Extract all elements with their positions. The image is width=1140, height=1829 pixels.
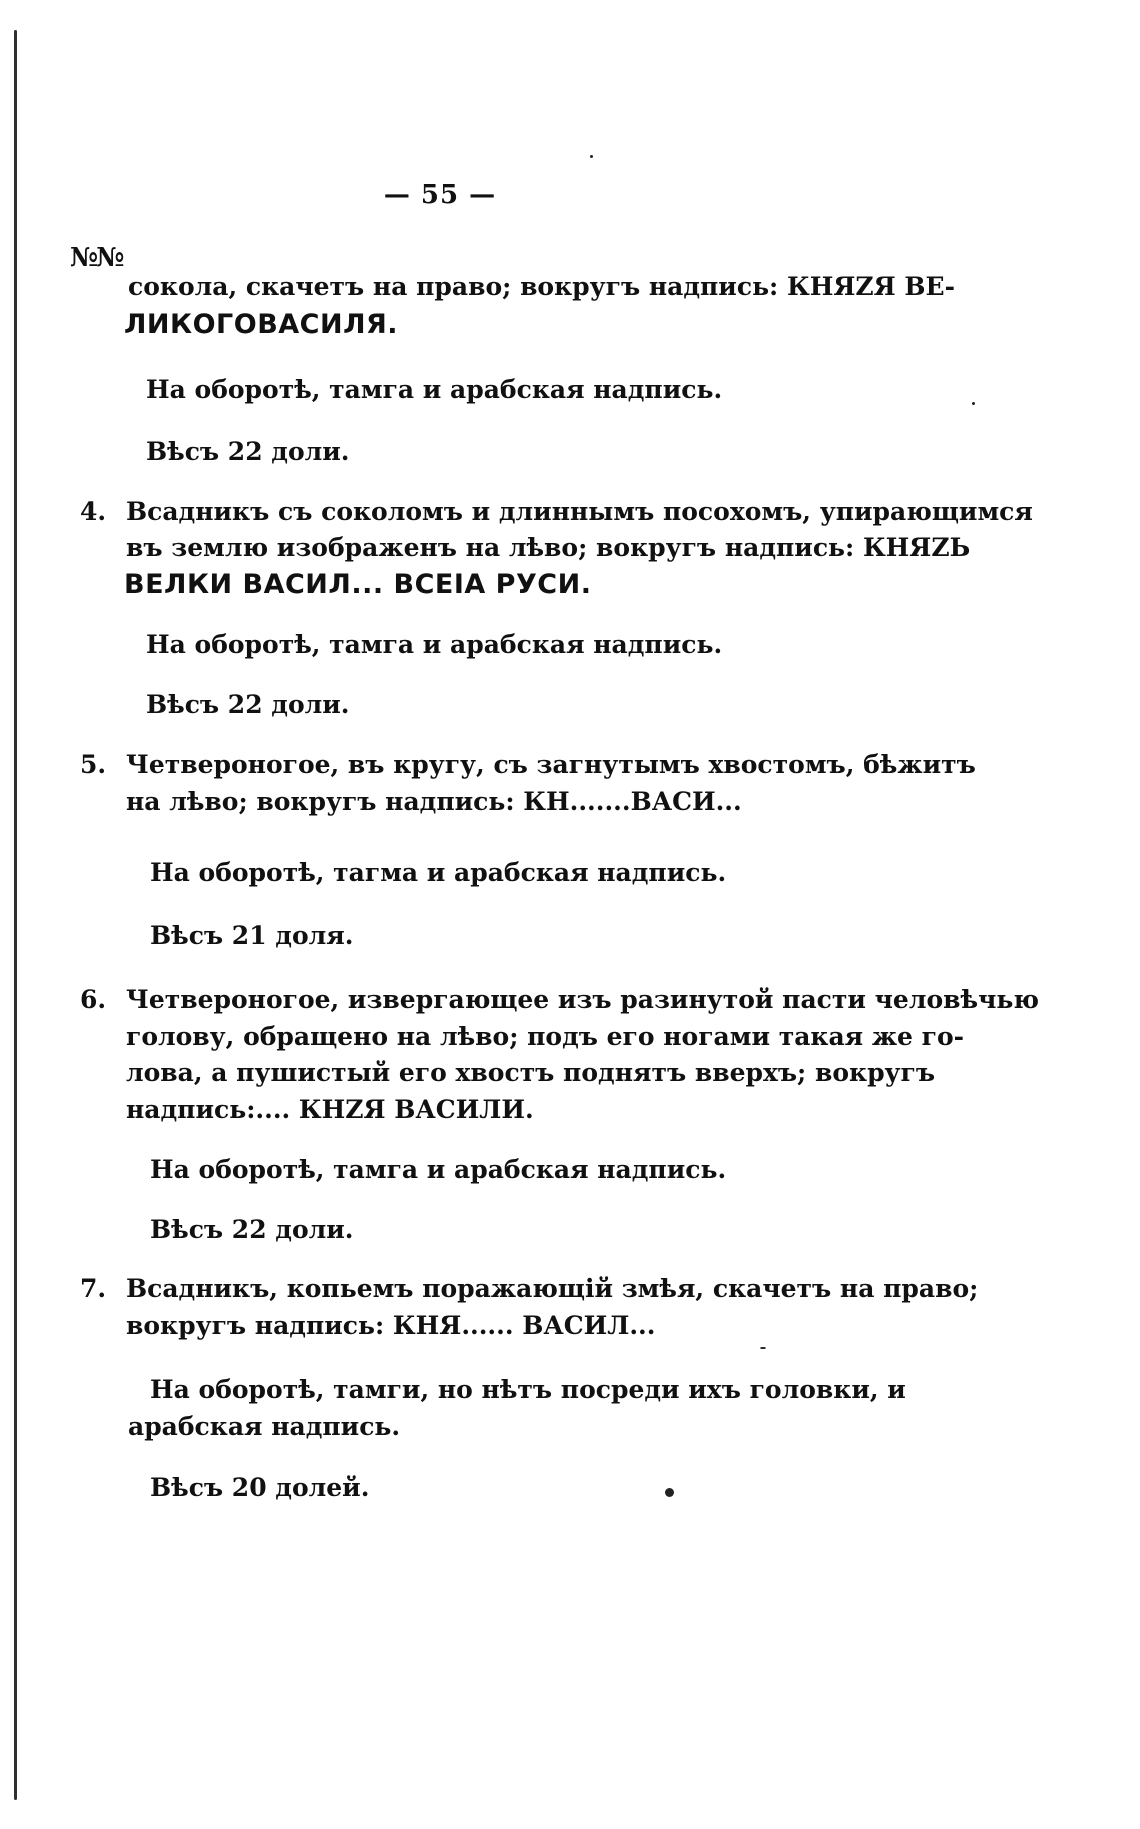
entry-line: ВЕЛКИ ВАСИЛ... ВСЕIА РУСИ. xyxy=(124,569,592,600)
entry-line: надпись:.... КНZЯ ВАСИЛИ. xyxy=(126,1095,534,1124)
reverse-description-line: На оборотѣ, тамги, но нѣтъ посреди ихъ головки, и xyxy=(150,1375,906,1404)
entry-number: 6. xyxy=(80,985,107,1014)
entry-line: Всадникъ, копьемъ поражающій змѣя, скачетъ на право; xyxy=(126,1274,979,1303)
weight-line: Вѣсъ 22 доли. xyxy=(146,690,350,719)
scan-speck xyxy=(760,1347,766,1349)
entry-number: 7. xyxy=(80,1274,107,1303)
reverse-description-line: арабская надпись. xyxy=(128,1412,401,1441)
binding-edge-line xyxy=(14,30,17,1800)
entry-number: 5. xyxy=(80,750,107,779)
scan-speck xyxy=(972,402,975,405)
scan-speck xyxy=(590,155,593,158)
entry-line: въ землю изображенъ на лѣво; вокругъ надпись: КНЯZЬ xyxy=(126,533,971,562)
entry-continuation-line-1 xyxy=(128,272,955,302)
entry-text: сокола, скачетъ на право; вокругъ надпись: КНЯZЯ ВЕ- xyxy=(128,272,955,301)
ink-blot xyxy=(665,1488,674,1497)
entry-line: Четвероногое, въ кругу, съ загнутымъ хвостомъ, бѣжитъ xyxy=(126,750,976,779)
reverse-description: На оборотѣ, тамга и арабская надпись. xyxy=(150,1155,727,1184)
entry-line: голову, обращено на лѣво; подъ его ногами такая же го- xyxy=(126,1022,965,1051)
entry-line: лова, а пушистый его хвостъ поднятъ вверхъ; вокругъ xyxy=(126,1058,936,1087)
entry-continuation-line-2: ЛИКОГОВАСИЛЯ. xyxy=(124,309,399,340)
weight-line: Вѣсъ 22 доли. xyxy=(150,1215,354,1244)
entry-line: Всадникъ съ соколомъ и длиннымъ посохомъ, упирающимся xyxy=(126,497,1033,526)
page-number: — 55 — xyxy=(383,180,497,210)
weight-line: Вѣсъ 21 доля. xyxy=(150,921,354,950)
reverse-description: На оборотѣ, тагма и арабская надпись. xyxy=(150,858,727,887)
entry-line: вокругъ надпись: КНЯ...... ВАСИЛ... xyxy=(126,1311,656,1340)
entry-line: на лѣво; вокругъ надпись: КН.......ВАСИ... xyxy=(126,787,742,816)
weight-line: Вѣсъ 22 доли. xyxy=(146,437,350,466)
entry-number: 4. xyxy=(80,497,107,526)
weight-line: Вѣсъ 20 долей. xyxy=(150,1473,370,1502)
numbering-mark: №№ xyxy=(70,243,123,273)
reverse-description: На оборотѣ, тамга и арабская надпись. xyxy=(146,630,723,659)
reverse-description: На оборотѣ, тамга и арабская надпись. xyxy=(146,375,723,404)
entry-line: Четвероногое, извергающее изъ разинутой пасти человѣчью xyxy=(126,985,1039,1014)
